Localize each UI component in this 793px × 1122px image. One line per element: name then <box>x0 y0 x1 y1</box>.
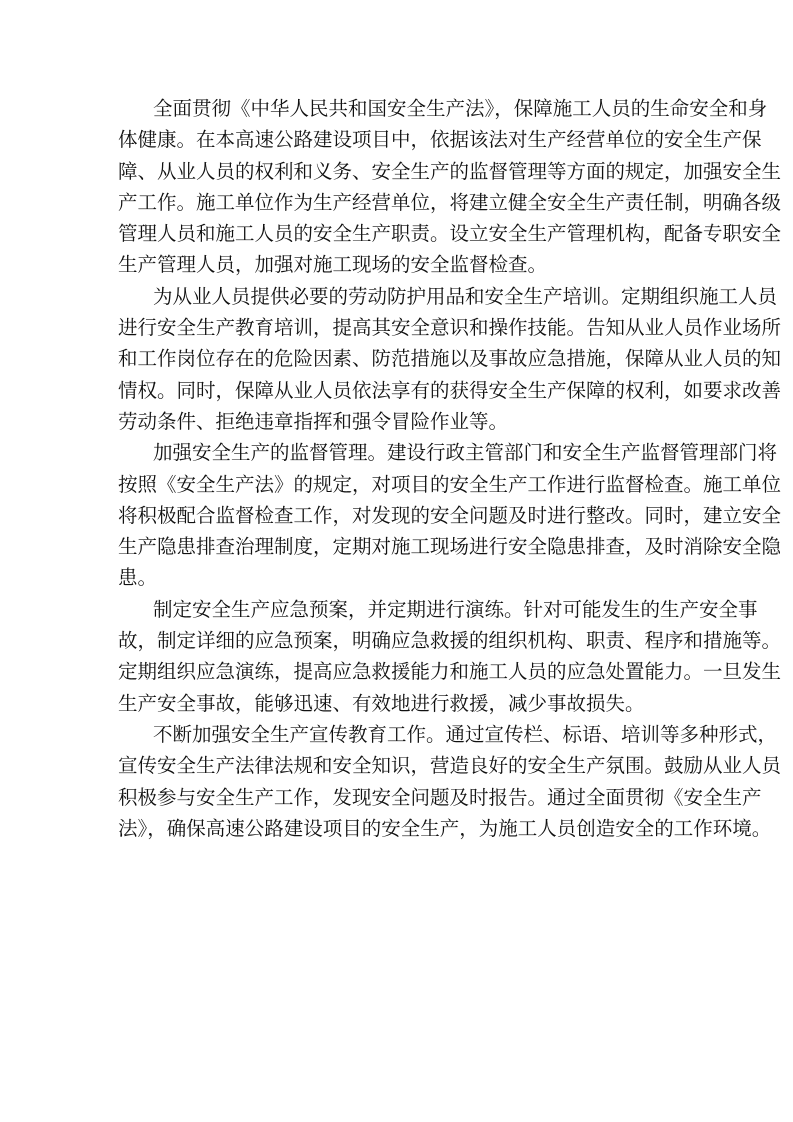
paragraph-line: 障、从业人员的权利和义务、安全生产的监督管理等方面的规定，加强安全生 <box>118 159 782 183</box>
paragraph-line: 宣传安全生产法律法规和安全知识，营造良好的安全生产氛围。鼓励从业人员 <box>118 754 782 778</box>
paragraph-line: 故，制定详细的应急预案，明确应急救援的组织机构、职责、程序和措施等。 <box>118 629 782 653</box>
paragraph-line: 法》，确保高速公路建设项目的安全生产，为施工人员创造安全的工作环境。 <box>118 816 772 840</box>
paragraph-line: 积极参与安全生产工作，发现安全问题及时报告。通过全面贯彻《安全生产 <box>118 785 762 809</box>
paragraph-line: 患。 <box>118 566 158 590</box>
paragraph-line: 管理人员和施工人员的安全生产职责。设立安全生产管理机构，配备专职安全 <box>118 222 782 246</box>
paragraph <box>118 281 782 437</box>
paragraph-line: 为从业人员提供必要的劳动防护用品和安全生产培训。定期组织施工人员 <box>153 284 778 308</box>
paragraph-line: 按照《安全生产法》的规定，对项目的安全生产工作进行监督检查。施工单位 <box>118 472 782 496</box>
paragraph-line: 生产隐患排查治理制度，定期对施工现场进行安全隐患排查，及时消除安全隐 <box>118 535 782 559</box>
paragraph-line: 生产安全事故，能够迅速、有效地进行救援，减少事故损失。 <box>118 691 645 715</box>
paragraph-line: 生产管理人员，加强对施工现场的安全监督检查。 <box>118 253 548 277</box>
paragraph-line: 不断加强安全生产宣传教育工作。通过宣传栏、标语、培训等多种形式， <box>153 722 778 746</box>
paragraph-line: 劳动条件、拒绝违章指挥和强令冒险作业等。 <box>118 409 509 433</box>
paragraph-line: 全面贯彻《中华人民共和国安全生产法》，保障施工人员的生命安全和身 <box>153 97 768 120</box>
paragraph-line: 情权。同时，保障从业人员依法享有的获得安全生产保障的权利，如要求改善 <box>118 378 782 402</box>
paragraph <box>118 719 782 844</box>
paragraph-line: 定期组织应急演练，提高应急救援能力和施工人员的应急处置能力。一旦发生 <box>118 660 782 684</box>
paragraph-line: 体健康。在本高速公路建设项目中，依据该法对生产经营单位的安全生产保 <box>118 128 762 152</box>
paragraph <box>118 437 782 593</box>
paragraph-line: 制定安全生产应急预案，并定期进行演练。针对可能发生的生产安全事 <box>153 597 758 621</box>
paragraph-line: 进行安全生产教育培训，提高其安全意识和操作技能。告知从业人员作业场所 <box>118 316 782 340</box>
paragraph-line: 加强安全生产的监督管理。建设行政主管部门和安全生产监督管理部门将 <box>153 441 778 465</box>
paragraph <box>118 93 782 281</box>
paragraph-line: 产工作。施工单位作为生产经营单位，将建立健全安全生产责任制，明确各级 <box>118 190 782 214</box>
paragraph-line: 和工作岗位存在的危险因素、防范措施以及事故应急措施，保障从业人员的知 <box>118 347 782 371</box>
document-body <box>118 93 782 844</box>
paragraph-line: 将积极配合监督检查工作，对发现的安全问题及时进行整改。同时，建立安全 <box>118 503 782 527</box>
paragraph <box>118 594 782 719</box>
